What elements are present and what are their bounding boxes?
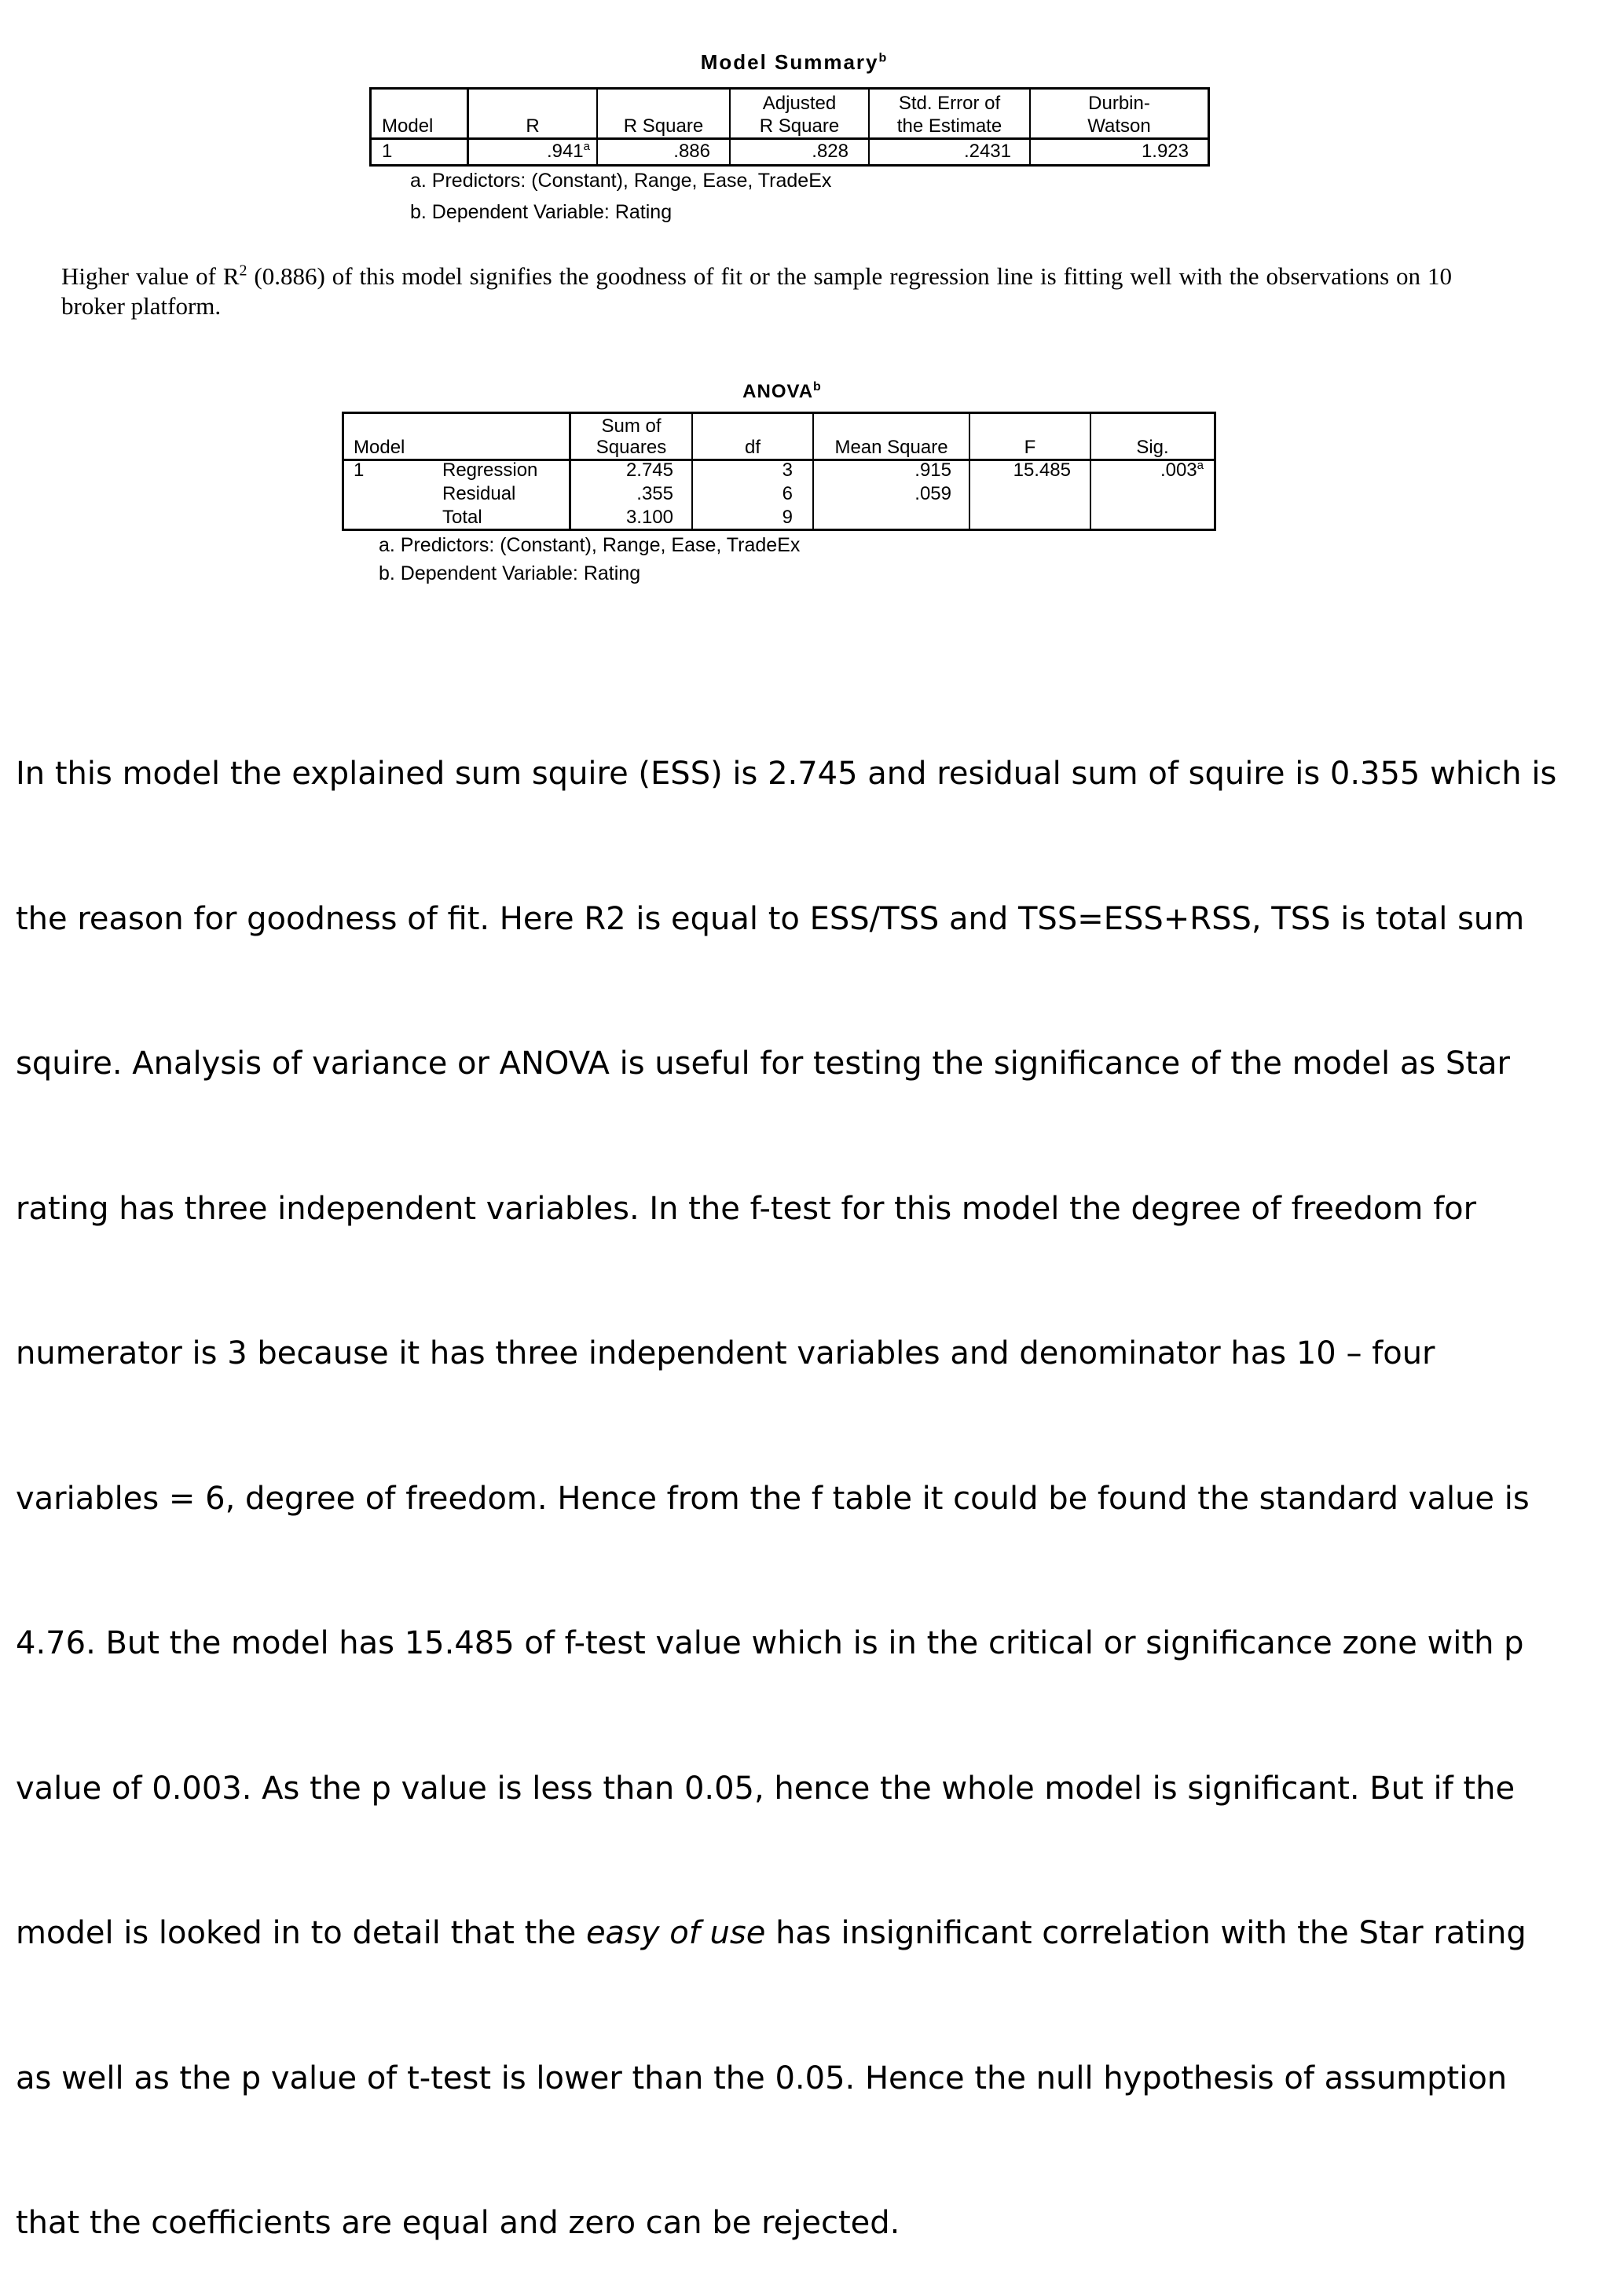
- anova-row-sig-sup: a: [1197, 459, 1204, 472]
- anova-title-sup: b: [813, 380, 821, 394]
- anova-row-ss: 2.745: [625, 460, 673, 481]
- p2-line: squire. Analysis of variance or ANOVA is useful for testing the significance of the model as Star: [16, 1045, 1510, 1082]
- anova-row-df: 3: [782, 460, 793, 481]
- paragraph-r-squared: [61, 262, 1452, 321]
- p2-l9-pre: model is looked in to detail that the: [16, 1915, 586, 1951]
- p2-l9-em: easy of use: [585, 1915, 766, 1951]
- anova-note-a: a. Predictors: (Constant), Range, Ease, TradeEx: [379, 534, 801, 556]
- anova-row-df: 6: [782, 483, 793, 504]
- anova-header-model: Model: [354, 437, 405, 458]
- anova-row-ms: .059: [914, 483, 951, 504]
- model-summary-title: [676, 50, 911, 75]
- p2-line: the reason for goodness of fit. Here R2 is equal to ESS/TSS and TSS=ESS+RSS, TSS is total sum: [16, 900, 1525, 937]
- p2-line: 4.76. But the model has 15.485 of f-test value which is in the critical or significance zone with p: [16, 1625, 1524, 1661]
- p2-line: that the coefficients are equal and zero can be rejected.: [16, 2205, 900, 2241]
- ms-note-a: a. Predictors: (Constant), Range, Ease, TradeEx: [410, 170, 832, 192]
- anova-row-ms: .915: [914, 460, 951, 481]
- anova-row-ss: .355: [636, 483, 673, 504]
- p2-line: In this model the explained sum squire (ESS) is 2.745 and residual sum of squire is 0.355 which is: [16, 756, 1557, 792]
- anova-header-ss-l1: Sum of: [601, 416, 662, 437]
- ms-header-r: R: [526, 115, 540, 137]
- ms-row-r-sup: a: [583, 140, 590, 153]
- ms-note-b: b. Dependent Variable: Rating: [410, 201, 673, 223]
- p1-pre: Higher value of R: [61, 262, 240, 290]
- model-summary-title-sup: b: [878, 51, 887, 65]
- anova-header-df: df: [744, 437, 761, 458]
- anova-row-df: 9: [782, 507, 793, 528]
- anova-row-sig-value: .003: [1160, 460, 1197, 481]
- anova-row-ss: 3.100: [625, 507, 673, 528]
- anova-row-label: Residual: [442, 483, 516, 504]
- ms-row-adj-r-square: .828: [812, 141, 848, 162]
- ms-row-durbin-watson: 1.923: [1141, 141, 1189, 162]
- p1-post: (0.886) of this model signifies the goodness of fit or the sample regression line is fitting well with the observations on 10 broker platform.: [61, 262, 1452, 320]
- p2-l9-post: has insignificant correlation with the Star rating: [765, 1915, 1527, 1951]
- model-summary-title-text: Model Summary: [700, 50, 879, 74]
- ms-header-std-l1: Std. Error of: [898, 93, 1001, 114]
- p2-line: variables = 6, degree of freedom. Hence from the f table it could be found the standard value is: [16, 1480, 1530, 1517]
- anova-row-label: Regression: [442, 460, 538, 481]
- ms-header-adjusted-l2: R Square: [759, 115, 840, 137]
- ms-row-std-error: .2431: [963, 141, 1011, 162]
- p2-line: as well as the p value of t-test is lower than the 0.05. Hence the null hypothesis of assumption: [16, 2060, 1508, 2096]
- anova-note-b: b. Dependent Variable: Rating: [379, 562, 641, 584]
- anova-title-text: ANOVA: [742, 381, 814, 402]
- ms-row-r: [469, 141, 590, 163]
- anova-header-mean-square: Mean Square: [834, 437, 948, 458]
- anova-header-f: F: [1024, 437, 1036, 458]
- ms-row-r-square: .886: [673, 141, 710, 162]
- ms-row-model: 1: [382, 141, 393, 162]
- ms-header-std-l2: the Estimate: [896, 115, 1002, 137]
- ms-header-divider: [369, 137, 1210, 140]
- ms-header-adjusted-l1: Adjusted: [762, 93, 837, 114]
- anova-row-f: 15.485: [1013, 460, 1071, 481]
- p2-line: rating has three independent variables. In the f-test for this model the degree of freedom for: [16, 1190, 1477, 1227]
- ms-header-model: Model: [382, 115, 434, 137]
- p1-sup: 2: [239, 262, 247, 280]
- ms-row-r-value: .941: [546, 141, 584, 162]
- anova-header-ss-l2: Squares: [596, 437, 667, 458]
- anova-title: [691, 381, 872, 403]
- paragraph-anova-explanation: [16, 654, 1607, 2296]
- p2-line: value of 0.003. As the p value is less than 0.05, hence the whole model is significant. But if the: [16, 1770, 1516, 1807]
- anova-header-sig: Sig.: [1136, 437, 1169, 458]
- anova-model-number: 1: [354, 460, 365, 481]
- ms-header-dw-l2: Watson: [1087, 115, 1151, 137]
- p2-line: [16, 1910, 1607, 1958]
- ms-header-r-square: R Square: [623, 115, 704, 137]
- anova-row-sig: [1091, 460, 1204, 482]
- anova-row-label: Total: [442, 507, 482, 528]
- p2-line: numerator is 3 because it has three independent variables and denominator has 10 – four: [16, 1335, 1435, 1371]
- ms-header-dw-l1: Durbin-: [1088, 93, 1150, 114]
